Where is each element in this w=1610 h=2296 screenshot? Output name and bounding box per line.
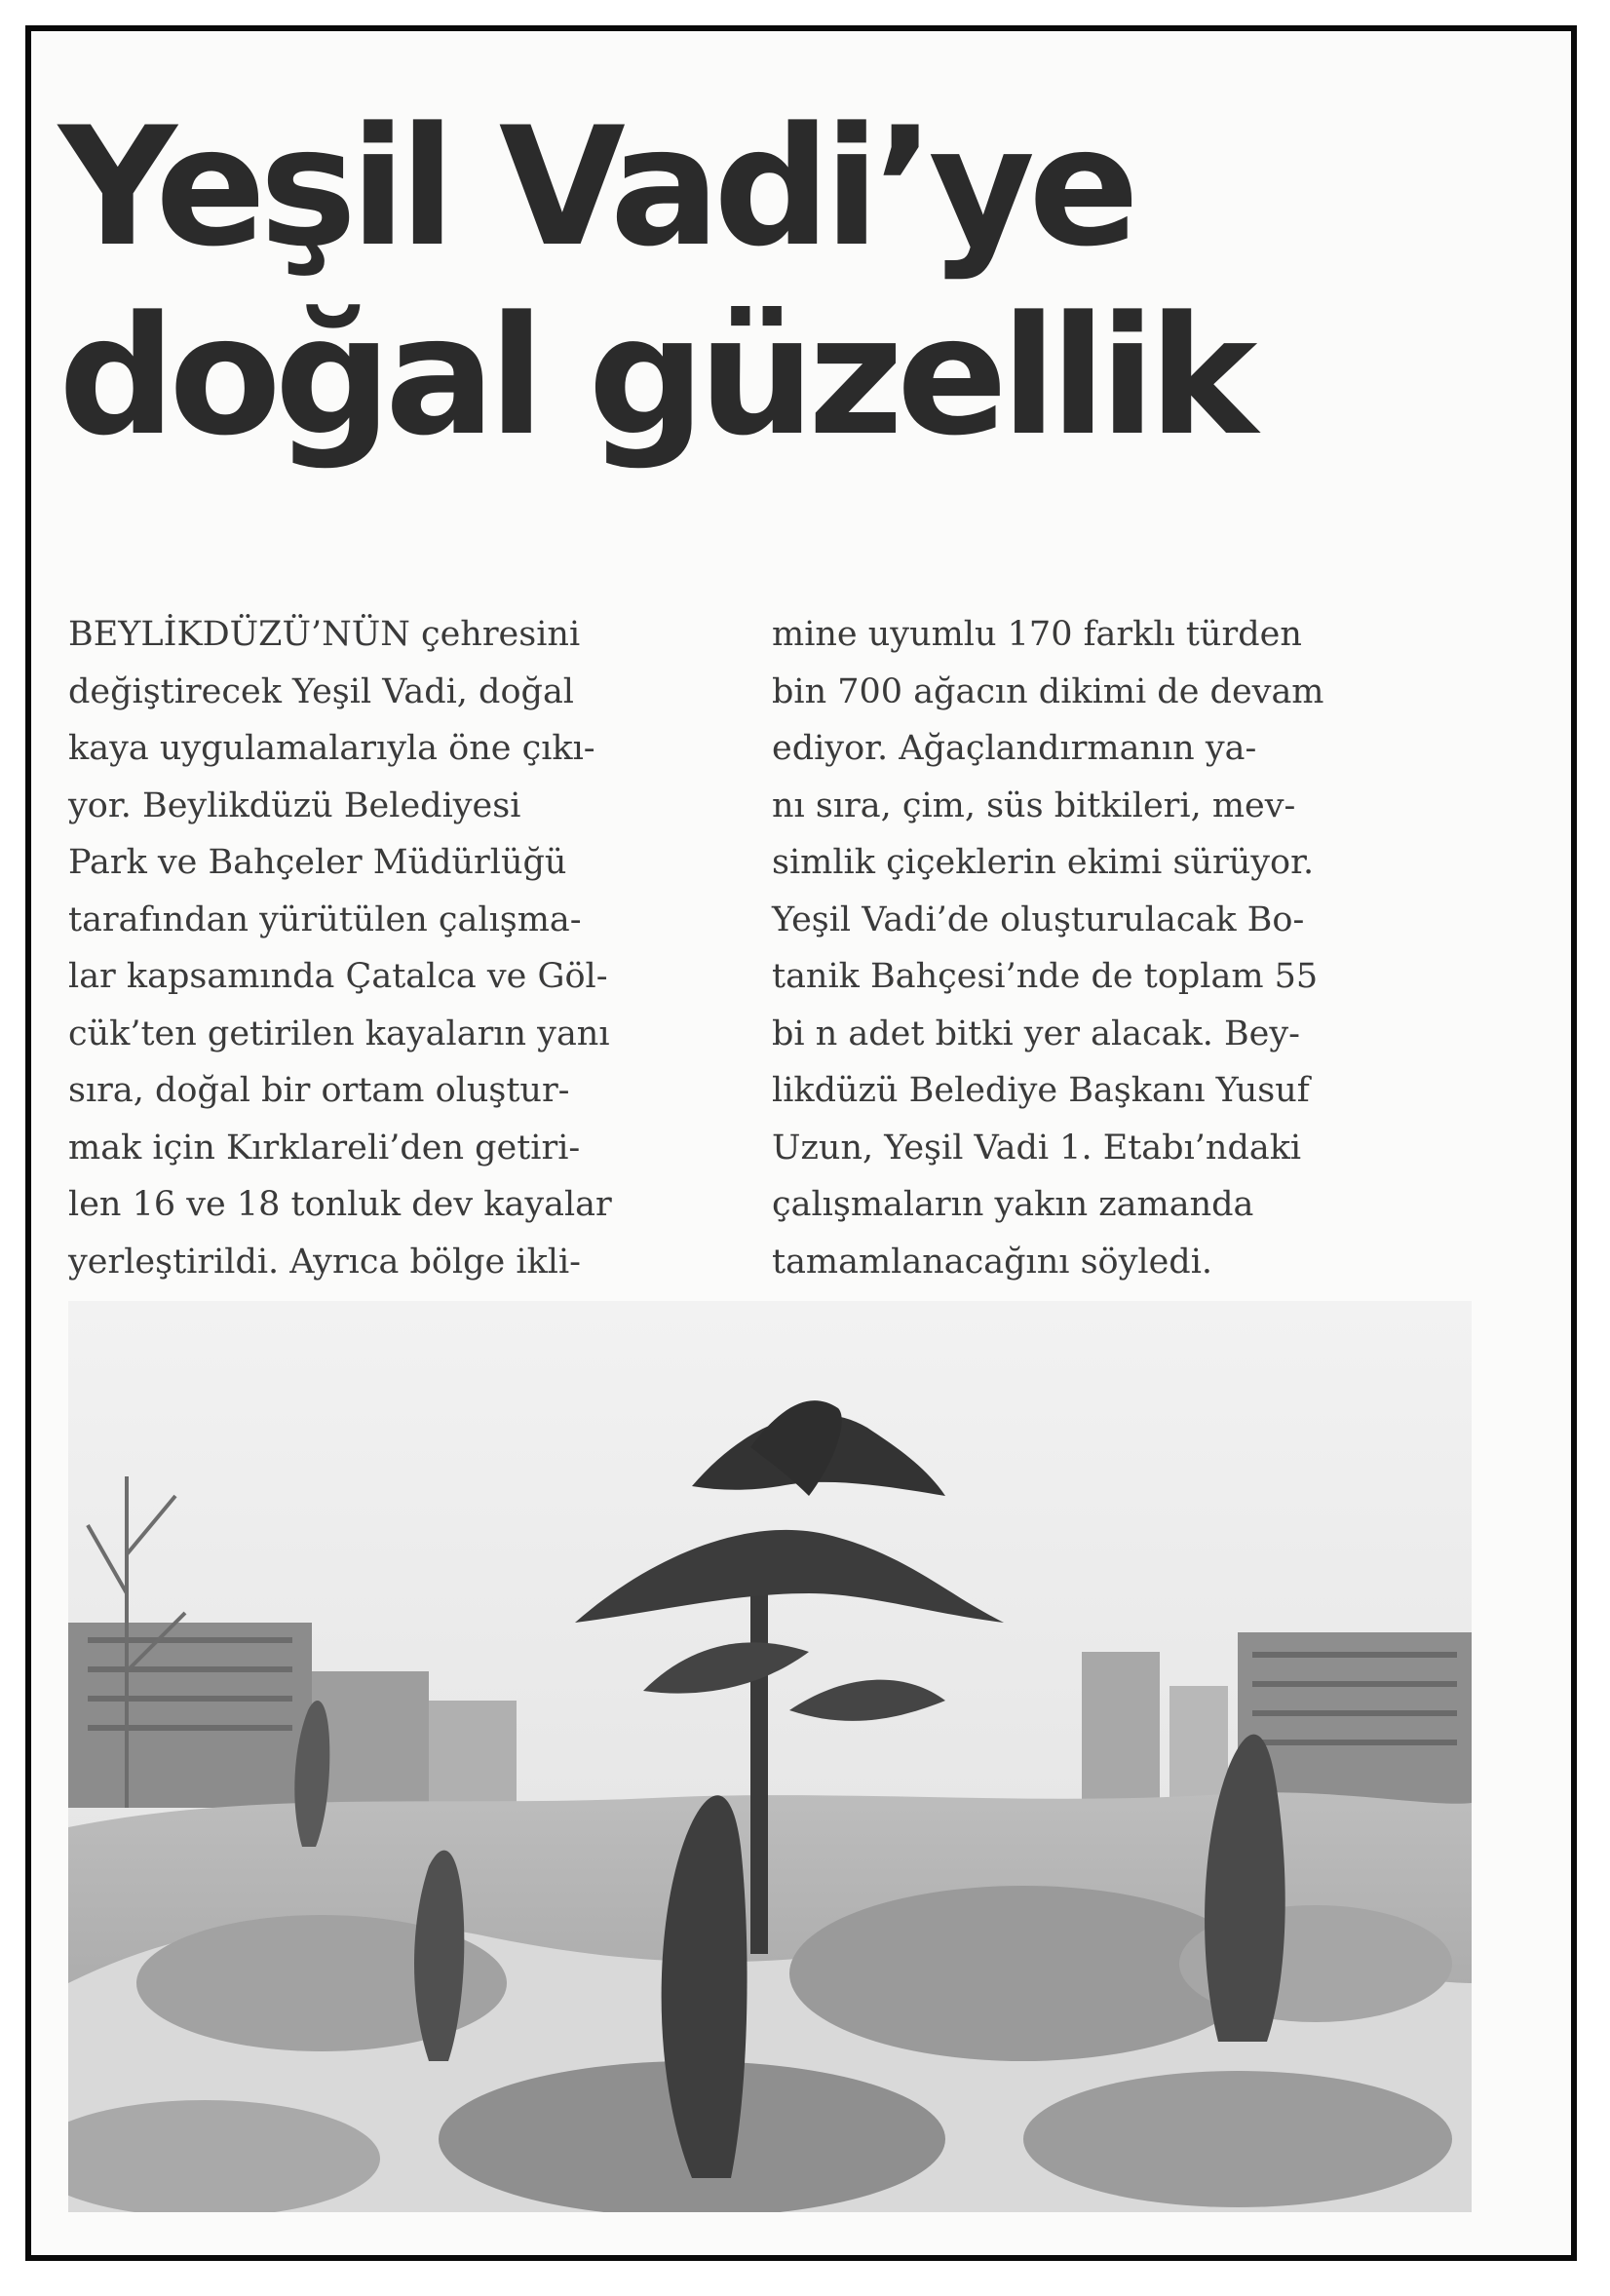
headline-line-1: Yeşil Vadi’ye [58,92,1133,283]
article-headline [58,93,1481,471]
text-line: nı sıra, çim, süs bitkileri, mev- [772,785,1296,825]
text-line: BEYLİKDÜZÜ’NÜN çehresini [68,615,581,654]
article-column-left [68,606,612,1290]
text-line: bi n adet bitki yer alacak. Bey- [772,1014,1300,1053]
text-line: kaya uygulamalarıyla öne çıkı- [68,729,595,768]
text-line: bin 700 ağacın dikimi de devam [772,671,1324,711]
text-line: simlik çiçeklerin ekimi sürüyor. [772,843,1315,882]
text-line: Yeşil Vadi’de oluşturulacak Bo- [772,899,1305,939]
text-line: len 16 ve 18 tonluk dev kayalar [68,1185,612,1224]
text-line: yerleştirildi. Ayrıca bölge ikli- [68,1242,581,1282]
text-line: değiştirecek Yeşil Vadi, doğal [68,671,575,711]
text-line: tamamlanacağını söyledi. [772,1242,1213,1282]
text-line: ediyor. Ağaçlandırmanın ya- [772,729,1257,768]
text-line: cük’ten getirilen kayaların yanı [68,1014,610,1053]
article-photo [68,1301,1472,2212]
text-line: sıra, doğal bir ortam oluştur- [68,1071,570,1110]
article-column-right [772,606,1324,1290]
text-line: lar kapsamında Çatalca ve Göl- [68,957,608,996]
text-line: tarafından yürütülen çalışma- [68,899,582,939]
text-line: mine uyumlu 170 farklı türden [772,615,1302,654]
text-line: tanik Bahçesi’nde de toplam 55 [772,957,1319,996]
text-line: likdüzü Belediye Başkanı Yusuf [772,1071,1310,1110]
text-line: Uzun, Yeşil Vadi 1. Etabı’ndaki [772,1128,1302,1167]
park-photo-illustration [68,1301,1472,2212]
headline-line-2: doğal güzellik [58,281,1251,472]
text-line: yor. Beylikdüzü Belediyesi [68,785,521,825]
text-line: mak için Kırklareli’den getiri- [68,1128,581,1167]
text-line: Park ve Bahçeler Müdürlüğü [68,843,567,882]
text-line: çalışmaların yakın zamanda [772,1185,1254,1224]
